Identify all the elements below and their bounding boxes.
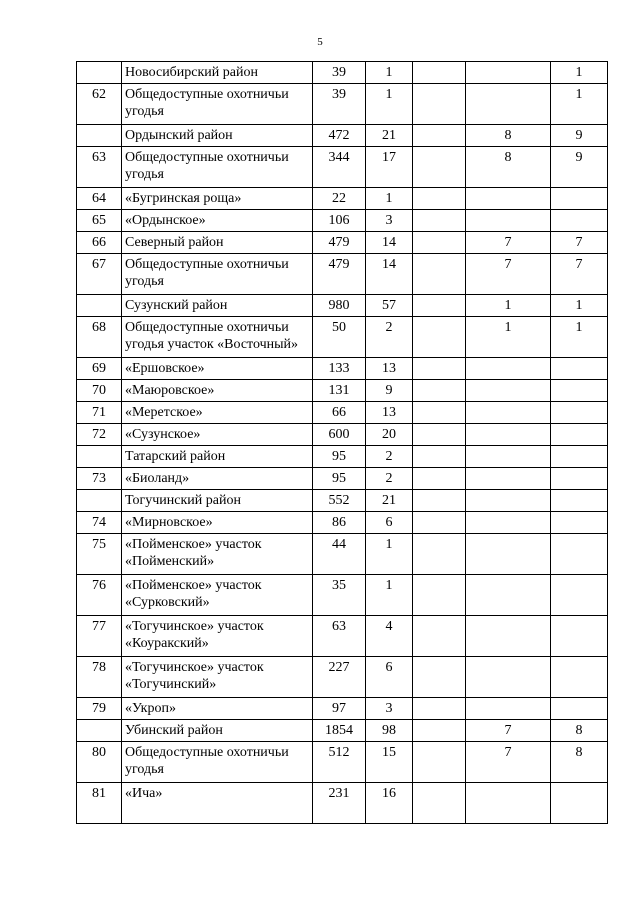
row-area: 344 — [313, 147, 366, 188]
row-col7 — [551, 512, 608, 534]
row-col7: 1 — [551, 84, 608, 125]
row-number — [77, 62, 122, 84]
row-col5 — [413, 575, 466, 616]
row-col7 — [551, 616, 608, 657]
row-number: 81 — [77, 783, 122, 824]
row-area: 97 — [313, 698, 366, 720]
row-col7 — [551, 446, 608, 468]
row-area: 472 — [313, 125, 366, 147]
row-number: 65 — [77, 210, 122, 232]
row-number: 80 — [77, 742, 122, 783]
row-area: 63 — [313, 616, 366, 657]
row-col5 — [413, 254, 466, 295]
table-row — [77, 534, 608, 575]
table-row — [77, 317, 608, 358]
row-name: «Ича» — [122, 783, 313, 824]
row-number: 70 — [77, 380, 122, 402]
row-number: 75 — [77, 534, 122, 575]
table-row — [77, 125, 608, 147]
row-area: 106 — [313, 210, 366, 232]
row-col6 — [466, 468, 551, 490]
row-col5 — [413, 616, 466, 657]
row-col7: 8 — [551, 720, 608, 742]
row-col7: 1 — [551, 295, 608, 317]
row-col6: 7 — [466, 232, 551, 254]
row-col6 — [466, 188, 551, 210]
row-number: 78 — [77, 657, 122, 698]
row-count: 15 — [366, 742, 413, 783]
row-area: 66 — [313, 402, 366, 424]
row-col5 — [413, 490, 466, 512]
row-count: 3 — [366, 698, 413, 720]
row-number: 71 — [77, 402, 122, 424]
row-col6 — [466, 210, 551, 232]
row-col5 — [413, 512, 466, 534]
row-count: 13 — [366, 402, 413, 424]
row-name: «Бугринская роща» — [122, 188, 313, 210]
table-row — [77, 468, 608, 490]
row-number: 69 — [77, 358, 122, 380]
row-area: 479 — [313, 232, 366, 254]
row-col7 — [551, 210, 608, 232]
row-col6: 8 — [466, 147, 551, 188]
row-col5 — [413, 446, 466, 468]
row-number — [77, 125, 122, 147]
row-col5 — [413, 424, 466, 446]
row-col6 — [466, 490, 551, 512]
row-area: 133 — [313, 358, 366, 380]
row-col6 — [466, 698, 551, 720]
table-row — [77, 575, 608, 616]
row-col6: 8 — [466, 125, 551, 147]
row-name: «Маюровское» — [122, 380, 313, 402]
table-row — [77, 446, 608, 468]
row-col7 — [551, 188, 608, 210]
row-area: 227 — [313, 657, 366, 698]
row-number: 62 — [77, 84, 122, 125]
table-row — [77, 295, 608, 317]
row-col5 — [413, 783, 466, 824]
table-row — [77, 358, 608, 380]
table-row — [77, 147, 608, 188]
row-count: 21 — [366, 490, 413, 512]
row-count: 2 — [366, 317, 413, 358]
row-count: 9 — [366, 380, 413, 402]
row-col5 — [413, 380, 466, 402]
row-area: 231 — [313, 783, 366, 824]
row-number: 77 — [77, 616, 122, 657]
row-count: 1 — [366, 84, 413, 125]
row-col7 — [551, 575, 608, 616]
row-col7: 9 — [551, 147, 608, 188]
row-col5 — [413, 720, 466, 742]
row-name: Тогучинский район — [122, 490, 313, 512]
row-number: 66 — [77, 232, 122, 254]
row-area: 479 — [313, 254, 366, 295]
row-col7: 1 — [551, 317, 608, 358]
table-row — [77, 424, 608, 446]
row-col7 — [551, 657, 608, 698]
row-name: «Тогучинское» участок «Тогучинский» — [122, 657, 313, 698]
table-row — [77, 210, 608, 232]
row-col7 — [551, 380, 608, 402]
table-row — [77, 657, 608, 698]
row-area: 39 — [313, 84, 366, 125]
row-name: «Пойменское» участок «Сурковский» — [122, 575, 313, 616]
row-area: 131 — [313, 380, 366, 402]
row-col6 — [466, 84, 551, 125]
table-row — [77, 62, 608, 84]
row-count: 98 — [366, 720, 413, 742]
row-number — [77, 446, 122, 468]
row-area: 22 — [313, 188, 366, 210]
page-number: 5 — [317, 36, 323, 48]
row-count: 21 — [366, 125, 413, 147]
row-name: Убинский район — [122, 720, 313, 742]
row-count: 4 — [366, 616, 413, 657]
row-name: Общедоступные охотничьи угодья — [122, 147, 313, 188]
row-col6 — [466, 358, 551, 380]
row-count: 1 — [366, 62, 413, 84]
row-col5 — [413, 232, 466, 254]
row-name: Сузунский район — [122, 295, 313, 317]
row-col6 — [466, 512, 551, 534]
row-count: 17 — [366, 147, 413, 188]
row-area: 95 — [313, 446, 366, 468]
row-col6 — [466, 783, 551, 824]
table-row — [77, 188, 608, 210]
row-name: Общедоступные охотничьи угодья — [122, 84, 313, 125]
table-row — [77, 783, 608, 824]
row-name: «Ершовское» — [122, 358, 313, 380]
row-col7 — [551, 358, 608, 380]
row-col5 — [413, 210, 466, 232]
row-col5 — [413, 317, 466, 358]
row-col6 — [466, 62, 551, 84]
row-col6: 1 — [466, 317, 551, 358]
row-name: Татарский район — [122, 446, 313, 468]
table-row — [77, 254, 608, 295]
row-count: 13 — [366, 358, 413, 380]
row-col7 — [551, 534, 608, 575]
row-name: Северный район — [122, 232, 313, 254]
table-row — [77, 698, 608, 720]
row-name: «Биоланд» — [122, 468, 313, 490]
row-number: 73 — [77, 468, 122, 490]
row-area: 512 — [313, 742, 366, 783]
row-number — [77, 720, 122, 742]
row-col6 — [466, 657, 551, 698]
row-col7 — [551, 468, 608, 490]
row-count: 1 — [366, 575, 413, 616]
row-number: 79 — [77, 698, 122, 720]
row-col6: 7 — [466, 254, 551, 295]
row-area: 86 — [313, 512, 366, 534]
row-count: 20 — [366, 424, 413, 446]
row-name: «Мирновское» — [122, 512, 313, 534]
table-row — [77, 616, 608, 657]
row-area: 980 — [313, 295, 366, 317]
row-name: «Ордынское» — [122, 210, 313, 232]
row-col7: 7 — [551, 254, 608, 295]
row-number: 68 — [77, 317, 122, 358]
row-col7: 7 — [551, 232, 608, 254]
row-name: «Сузунское» — [122, 424, 313, 446]
row-number: 63 — [77, 147, 122, 188]
row-col7 — [551, 402, 608, 424]
row-count: 1 — [366, 534, 413, 575]
row-number — [77, 490, 122, 512]
row-col5 — [413, 147, 466, 188]
row-col6 — [466, 446, 551, 468]
row-col5 — [413, 698, 466, 720]
table-row — [77, 380, 608, 402]
row-col5 — [413, 125, 466, 147]
row-col6 — [466, 616, 551, 657]
row-col6 — [466, 380, 551, 402]
row-number: 76 — [77, 575, 122, 616]
row-col5 — [413, 402, 466, 424]
table-row — [77, 720, 608, 742]
row-col6 — [466, 575, 551, 616]
row-col7 — [551, 698, 608, 720]
row-area: 35 — [313, 575, 366, 616]
row-col5 — [413, 84, 466, 125]
row-name: «Пойменское» участок «Пойменский» — [122, 534, 313, 575]
row-col5 — [413, 657, 466, 698]
row-col5 — [413, 62, 466, 84]
table-row — [77, 232, 608, 254]
row-col5 — [413, 468, 466, 490]
row-col5 — [413, 295, 466, 317]
table-row — [77, 84, 608, 125]
row-col7 — [551, 424, 608, 446]
row-col6: 7 — [466, 742, 551, 783]
row-count: 3 — [366, 210, 413, 232]
row-count: 6 — [366, 512, 413, 534]
row-area: 44 — [313, 534, 366, 575]
row-count: 14 — [366, 232, 413, 254]
hunting-grounds-table — [76, 61, 608, 824]
row-col7 — [551, 783, 608, 824]
row-col5 — [413, 358, 466, 380]
row-count: 57 — [366, 295, 413, 317]
row-area: 95 — [313, 468, 366, 490]
table-row — [77, 512, 608, 534]
row-number: 74 — [77, 512, 122, 534]
row-name: Общедоступные охотничьи угодья — [122, 254, 313, 295]
row-col7: 1 — [551, 62, 608, 84]
row-col6 — [466, 534, 551, 575]
row-col5 — [413, 188, 466, 210]
row-area: 39 — [313, 62, 366, 84]
row-col7: 8 — [551, 742, 608, 783]
row-number — [77, 295, 122, 317]
row-name: «Укроп» — [122, 698, 313, 720]
row-count: 2 — [366, 468, 413, 490]
row-area: 552 — [313, 490, 366, 512]
row-count: 1 — [366, 188, 413, 210]
row-col7: 9 — [551, 125, 608, 147]
row-area: 600 — [313, 424, 366, 446]
row-col5 — [413, 742, 466, 783]
row-name: Ордынский район — [122, 125, 313, 147]
row-count: 6 — [366, 657, 413, 698]
row-number: 67 — [77, 254, 122, 295]
row-name: «Тогучинское» участок «Коуракский» — [122, 616, 313, 657]
row-area: 50 — [313, 317, 366, 358]
row-number: 64 — [77, 188, 122, 210]
table-row — [77, 742, 608, 783]
row-name: «Меретское» — [122, 402, 313, 424]
row-col6: 1 — [466, 295, 551, 317]
row-area: 1854 — [313, 720, 366, 742]
row-col6 — [466, 424, 551, 446]
row-col6 — [466, 402, 551, 424]
row-col7 — [551, 490, 608, 512]
row-count: 14 — [366, 254, 413, 295]
row-name: Новосибирский район — [122, 62, 313, 84]
row-col5 — [413, 534, 466, 575]
table-row — [77, 490, 608, 512]
row-col6: 7 — [466, 720, 551, 742]
row-number: 72 — [77, 424, 122, 446]
row-count: 2 — [366, 446, 413, 468]
row-count: 16 — [366, 783, 413, 824]
row-name: Общедоступные охотничьи угодья — [122, 742, 313, 783]
table-row — [77, 402, 608, 424]
row-name: Общедоступные охотничьи угодья участок «Восточный» — [122, 317, 313, 358]
